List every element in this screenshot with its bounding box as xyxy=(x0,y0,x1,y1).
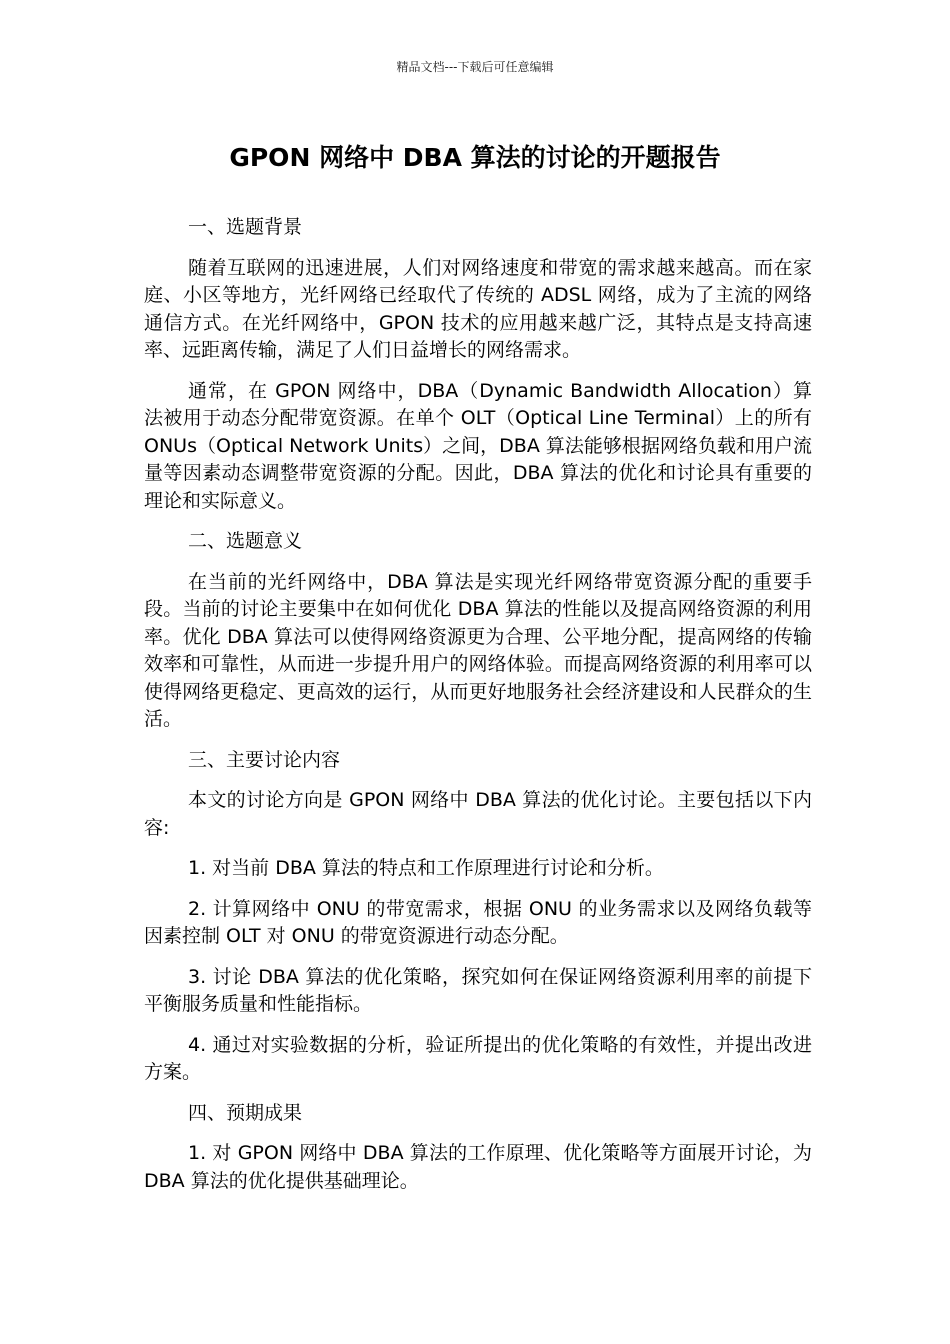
section-heading: 三、主要讨论内容 xyxy=(188,748,341,771)
paragraph: 在当前的光纤网络中，DBA 算法是实现光纤网络带宽资源分配的重要手段。当前的讨论主要集中在如何优化 DBA 算法的性能以及提高网络资源的利用率。优化 DBA 算法可以使得网络资源更为合理、公平地分配，提高网络的传输效率和可靠性，从而进一步提升用户的网络体验。而提高网络资源的利用率可以使得网络更稳定、更高效的运行，从而更好地服务社会经济建设和人民群众的生活。 xyxy=(144,570,812,730)
section-heading: 四、预期成果 xyxy=(188,1101,303,1124)
section-significance xyxy=(144,528,812,734)
list-item: 4. 通过对实验数据的分析，验证所提出的优化策略的有效性，并提出改进方案。 xyxy=(144,1033,812,1083)
document-body xyxy=(144,214,812,1208)
section-background xyxy=(144,214,812,515)
list-item: 3. 讨论 DBA 算法的优化策略，探究如何在保证网络资源利用率的前提下平衡服务质量和性能指标。 xyxy=(144,965,812,1015)
section-expected-results xyxy=(144,1100,812,1196)
paragraph: 随着互联网的迅速进展，人们对网络速度和带宽的需求越来越高。而在家庭、小区等地方，光纤网络已经取代了传统的 ADSL 网络，成为了主流的网络通信方式。在光纤网络中，GPON 技术的应用越来越广泛，其特点是支持高速率、远距离传输，满足了人们日益增长的网络需求。 xyxy=(144,256,812,361)
list-item: 1. 对 GPON 网络中 DBA 算法的工作原理、优化策略等方面展开讨论，为 DBA 算法的优化提供基础理论。 xyxy=(144,1142,812,1192)
paragraph: 本文的讨论方向是 GPON 网络中 DBA 算法的优化讨论。主要包括以下内容: xyxy=(144,789,812,839)
list-item: 1. 对当前 DBA 算法的特点和工作原理进行讨论和分析。 xyxy=(188,857,664,879)
section-heading: 一、选题背景 xyxy=(188,216,303,238)
section-main-content xyxy=(144,747,812,1087)
section-heading: 二、选题意义 xyxy=(188,530,303,552)
list-item: 2. 计算网络中 ONU 的带宽需求，根据 ONU 的业务需求以及网络负载等因素控制 OLT 对 ONU 的带宽资源进行动态分配。 xyxy=(144,897,812,947)
paragraph: 通常，在 GPON 网络中，DBA（Dynamic Bandwidth Allocation）算法被用于动态分配带宽资源。在单个 OLT（Optical Line Terminal）上的所有 ONUs（Optical Network Units）之间，DBA 算法能够根据网络负载和用户流量等因素动态调整带宽资源的分配。因此，DBA 算法的优化和讨论具有重要的理论和实际意义。 xyxy=(144,379,812,512)
document-title: GPON 网络中 DBA 算法的讨论的开题报告 xyxy=(229,143,721,172)
header-note: 精品文档---下载后可任意编辑 xyxy=(396,60,554,74)
